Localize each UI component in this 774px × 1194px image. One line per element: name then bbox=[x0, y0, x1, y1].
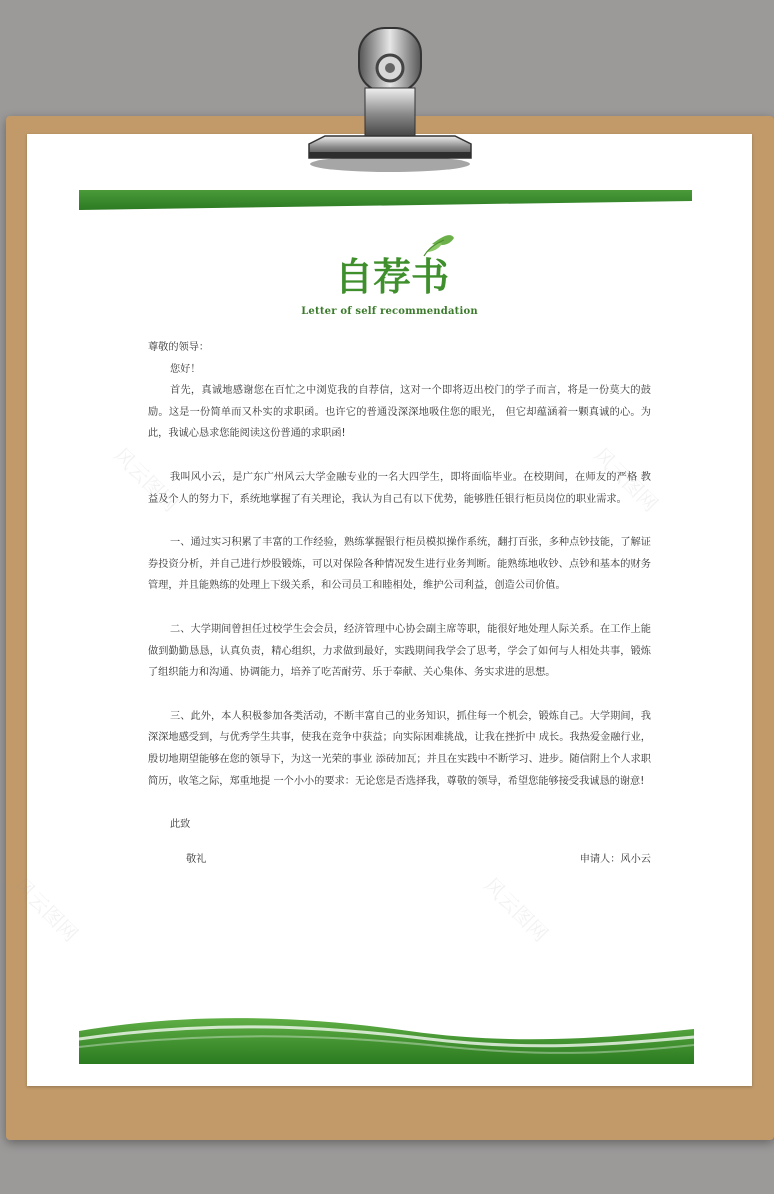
paragraph-5: 三、此外，本人积极参加各类活动，不断丰富自己的业务知识，抓住每一个机会，锻炼自己。大学期间，我深深地感受到，与优秀学生共事，使我在竞争中获益；向实际困难挑战，让我在挫折中 成长。我热爱金融行业，殷切地期望能够在您的领导下，为这一光荣的事业 添砖加瓦；并且在实践中不断学习、进步。随信附上个人求职简历，收笔之际，郑重地提 一个小小的要求：无论您是否选择我，尊敬的领导，希望您能够接受我诚恳的谢意! bbox=[148, 710, 651, 787]
title-calligraphy bbox=[312, 234, 472, 314]
letter-paper bbox=[9, 134, 752, 1086]
svg-text:自荐书: 自荐书 bbox=[334, 254, 450, 299]
letter-body bbox=[148, 337, 651, 871]
title-subtitle: Letter of self recommendation bbox=[301, 306, 478, 317]
paragraph-3: 一、通过实习积累了丰富的工作经验，熟练掌握银行柜员模拟操作系统，翻打百张，多种点钞技能，了解证券投资分析，并自己进行炒股锻炼，可以对保险各种情况发生进行业务判断。能熟练地收钞、点钞和基本的财务管理，并且能熟练的处理上下级关系，和公司员工和睦相处，维护公司利益，创造公司价值。 bbox=[148, 537, 651, 592]
greeting: 您好！ bbox=[170, 363, 201, 375]
watermark: 风云图网 bbox=[109, 442, 183, 517]
watermark: 风云图网 bbox=[479, 872, 553, 947]
paragraph-1: 首先，真诚地感谢您在百忙之中浏览我的自荐信，这对一个即将迈出校门的学子而言，将是一份莫大的鼓励。这是一份简单而又朴实的求职函。也许它的普通没深深地吸住您的眼光， 但它却蕴涵着一颗真诚的心。为此，我诚心恳求您能阅读这份普通的求职函! bbox=[148, 385, 651, 440]
paragraph-2: 我叫风小云，是广东广州风云大学金融专业的一名大四学生，即将面临毕业。在校期间，在师友的严格 教益及个人的努力下，系统地掌握了有关理论，我认为自己有以下优势，能够胜任银行柜员岗位的职业需求。 bbox=[148, 471, 651, 505]
closing: 此致 bbox=[170, 819, 191, 831]
paragraph-4: 二、大学期间曾担任过校学生会会员，经济管理中心协会副主席等职，能很好地处理人际关系。在工作上能做到勤勤恳恳，认真负责，精心组织，力求做到最好，实践期间我学会了思考，学会了如何与人相处共事，锻炼了组织能力和沟通、协调能力，培养了吃苦耐劳、乐于奉献、关心集体、务实求进的思想。 bbox=[148, 623, 651, 679]
header-green-bar bbox=[79, 190, 692, 210]
sign-off-row bbox=[148, 849, 651, 871]
signature: 申请人：风小云 bbox=[579, 853, 651, 865]
regards: 敬礼 bbox=[186, 853, 207, 865]
watermark: 风云图网 bbox=[589, 442, 663, 517]
watermark: 风云图网 bbox=[9, 872, 83, 947]
binder-clip-icon bbox=[295, 26, 485, 176]
footer-green-wave bbox=[79, 1009, 694, 1064]
salutation: 尊敬的领导： bbox=[148, 342, 210, 353]
